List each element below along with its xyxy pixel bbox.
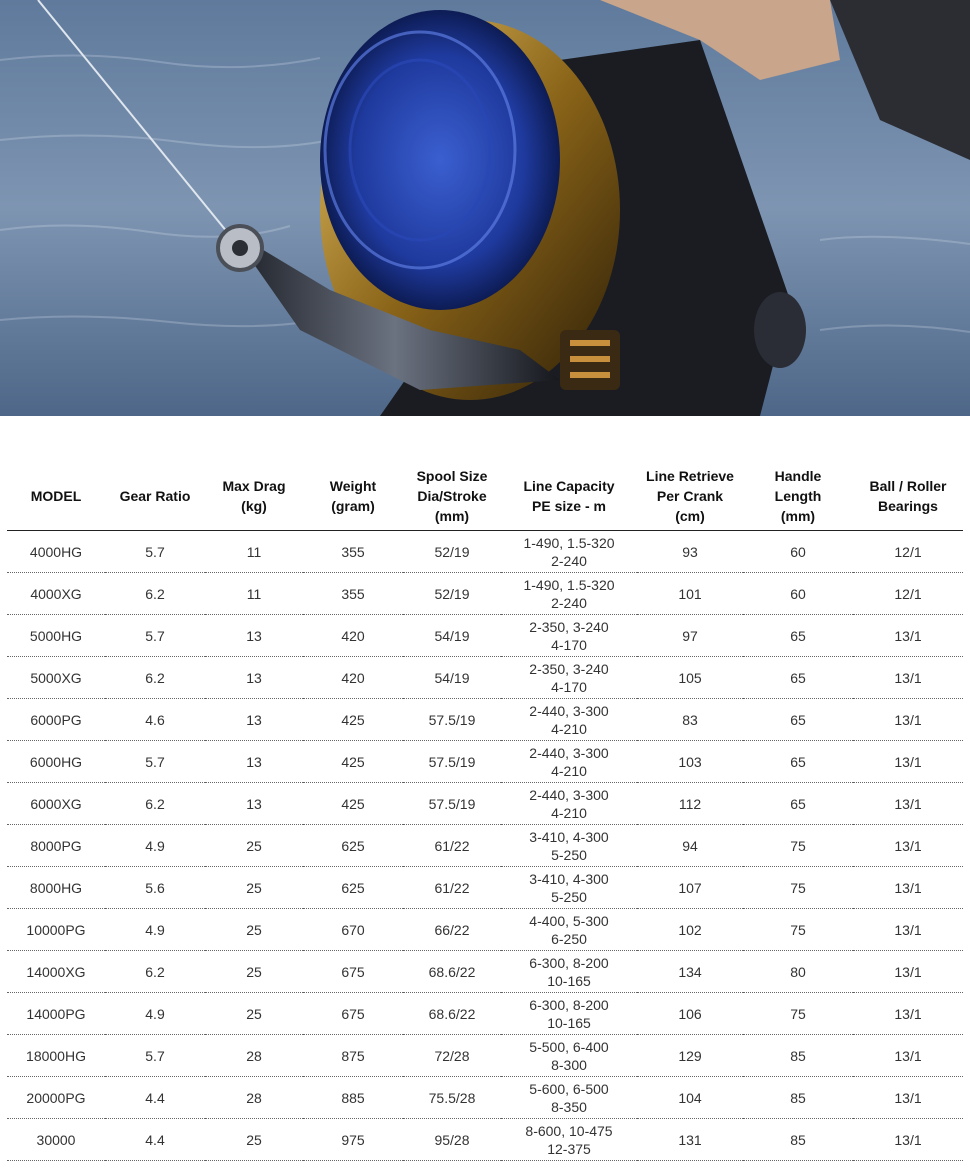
spool-size-cell: 52/19: [403, 531, 501, 573]
table-row: [7, 699, 963, 741]
line-capacity-line: 3-410, 4-300: [529, 870, 609, 887]
header-line: Weight: [329, 478, 377, 494]
handle-length-cell: 85: [743, 1035, 853, 1077]
handle-length-cell: 85: [743, 1077, 853, 1119]
gear-ratio-cell: 5.7: [105, 531, 205, 573]
weight-cell: 425: [303, 699, 403, 741]
line-capacity-cell: [501, 699, 637, 741]
gear-ratio-cell: 4.4: [105, 1077, 205, 1119]
bearings-header: [853, 462, 963, 531]
weight-cell: 885: [303, 1077, 403, 1119]
header-line: Line Retrieve: [646, 468, 734, 484]
model-cell: 6000HG: [7, 741, 105, 783]
weight-cell: 420: [303, 615, 403, 657]
spec-table: [7, 462, 963, 1161]
table-row: [7, 1119, 963, 1161]
line-capacity-line: 6-300, 8-200: [529, 996, 609, 1013]
line-capacity-line: 2-240: [551, 552, 587, 569]
line-retrieve-cell: 97: [637, 615, 743, 657]
model-cell: 20000PG: [7, 1077, 105, 1119]
line-capacity-cell: [501, 531, 637, 573]
weight-cell: 675: [303, 951, 403, 993]
line-retrieve-cell: 129: [637, 1035, 743, 1077]
bearings-cell: 13/1: [853, 1035, 963, 1077]
table-row: [7, 1035, 963, 1077]
line-capacity-line: 8-350: [551, 1098, 587, 1115]
line-capacity-line: 4-170: [551, 636, 587, 653]
spool-size-cell: 68.6/22: [403, 993, 501, 1035]
line-capacity-line: 4-210: [551, 762, 587, 779]
line-capacity-line: 4-400, 5-300: [529, 912, 609, 929]
line-capacity-cell: [501, 657, 637, 699]
header-line: Length: [774, 488, 822, 504]
max-drag-header: [205, 462, 303, 531]
handle-length-cell: 80: [743, 951, 853, 993]
line-capacity-line: 2-440, 3-300: [529, 786, 609, 803]
line-capacity-line: 10-165: [547, 1014, 591, 1031]
line-retrieve-cell: 94: [637, 825, 743, 867]
model-cell: 5000XG: [7, 657, 105, 699]
line-capacity-cell: [501, 573, 637, 615]
weight-cell: 625: [303, 825, 403, 867]
spool-size-cell: 57.5/19: [403, 783, 501, 825]
gear-ratio-cell: 5.7: [105, 1035, 205, 1077]
header-line: (cm): [675, 508, 705, 524]
bearings-cell: 13/1: [853, 993, 963, 1035]
header-line: (mm): [434, 508, 470, 524]
bearings-cell: 13/1: [853, 825, 963, 867]
model-cell: 18000HG: [7, 1035, 105, 1077]
gear-ratio-cell: 6.2: [105, 657, 205, 699]
max-drag-cell: 25: [205, 993, 303, 1035]
max-drag-cell: 13: [205, 699, 303, 741]
max-drag-cell: 25: [205, 909, 303, 951]
handle-length-cell: 65: [743, 699, 853, 741]
spool-size-cell: 68.6/22: [403, 951, 501, 993]
gear-ratio-cell: 5.7: [105, 615, 205, 657]
line-capacity-cell: [501, 615, 637, 657]
weight-cell: 355: [303, 531, 403, 573]
line-capacity-cell: [501, 867, 637, 909]
handle-length-cell: 65: [743, 615, 853, 657]
handle-length-cell: 75: [743, 909, 853, 951]
gear-ratio-cell: 6.2: [105, 951, 205, 993]
gear-ratio-cell: 4.9: [105, 909, 205, 951]
line-capacity-line: 2-350, 3-240: [529, 618, 609, 635]
handle-length-cell: 60: [743, 573, 853, 615]
line-capacity-line: 12-375: [547, 1140, 591, 1157]
model-cell: 14000PG: [7, 993, 105, 1035]
line-retrieve-header: [637, 462, 743, 531]
spool-size-cell: 75.5/28: [403, 1077, 501, 1119]
line-capacity-line: 5-600, 6-500: [529, 1080, 609, 1097]
header-line: (kg): [241, 498, 267, 514]
spool-size-cell: 72/28: [403, 1035, 501, 1077]
fishing-reel-photo: [0, 0, 970, 416]
model-cell: 5000HG: [7, 615, 105, 657]
table-row: [7, 573, 963, 615]
weight-cell: 425: [303, 783, 403, 825]
handle-length-cell: 65: [743, 741, 853, 783]
weight-header: [303, 462, 403, 531]
table-row: [7, 825, 963, 867]
line-capacity-cell: [501, 909, 637, 951]
header-line: MODEL: [30, 488, 82, 504]
bearings-cell: 12/1: [853, 573, 963, 615]
line-retrieve-cell: 112: [637, 783, 743, 825]
spool-size-cell: 61/22: [403, 867, 501, 909]
max-drag-cell: 28: [205, 1035, 303, 1077]
bearings-cell: 13/1: [853, 783, 963, 825]
line-capacity-line: 2-240: [551, 594, 587, 611]
line-capacity-line: 3-410, 4-300: [529, 828, 609, 845]
line-retrieve-cell: 134: [637, 951, 743, 993]
spool-size-cell: 57.5/19: [403, 699, 501, 741]
bearings-cell: 13/1: [853, 1119, 963, 1161]
model-cell: 4000XG: [7, 573, 105, 615]
bearings-cell: 13/1: [853, 699, 963, 741]
line-capacity-line: 2-440, 3-300: [529, 744, 609, 761]
bearings-cell: 13/1: [853, 1077, 963, 1119]
weight-cell: 670: [303, 909, 403, 951]
model-cell: 6000PG: [7, 699, 105, 741]
gear-ratio-cell: 6.2: [105, 783, 205, 825]
gear-ratio-cell: 4.9: [105, 993, 205, 1035]
header-line: Ball / Roller: [869, 478, 947, 494]
bearings-cell: 13/1: [853, 909, 963, 951]
table-header: [7, 462, 963, 531]
line-retrieve-cell: 93: [637, 531, 743, 573]
spool-size-cell: 61/22: [403, 825, 501, 867]
max-drag-cell: 13: [205, 615, 303, 657]
table-row: [7, 741, 963, 783]
line-capacity-line: 5-250: [551, 888, 587, 905]
line-retrieve-cell: 102: [637, 909, 743, 951]
table-row: [7, 783, 963, 825]
header-line: Spool Size: [416, 468, 488, 484]
spool-size-cell: 54/19: [403, 615, 501, 657]
max-drag-cell: 25: [205, 825, 303, 867]
header-line: Per Crank: [656, 488, 724, 504]
bearings-cell: 13/1: [853, 741, 963, 783]
gear-ratio-cell: 4.6: [105, 699, 205, 741]
line-capacity-line: 4-210: [551, 804, 587, 821]
max-drag-cell: 25: [205, 1119, 303, 1161]
header-line: Max Drag: [222, 478, 286, 494]
table-row: [7, 909, 963, 951]
max-drag-cell: 25: [205, 867, 303, 909]
line-capacity-line: 2-350, 3-240: [529, 660, 609, 677]
line-capacity-line: 6-250: [551, 930, 587, 947]
line-capacity-cell: [501, 951, 637, 993]
header-line: (gram): [331, 498, 375, 514]
line-capacity-line: 10-165: [547, 972, 591, 989]
handle-length-cell: 65: [743, 783, 853, 825]
handle-length-cell: 60: [743, 531, 853, 573]
model-cell: 8000HG: [7, 867, 105, 909]
model-cell: 10000PG: [7, 909, 105, 951]
table-row: [7, 657, 963, 699]
handle-length-cell: 75: [743, 867, 853, 909]
header-line: Bearings: [878, 498, 938, 514]
line-capacity-line: 2-440, 3-300: [529, 702, 609, 719]
weight-cell: 875: [303, 1035, 403, 1077]
line-capacity-header: [501, 462, 637, 531]
max-drag-cell: 13: [205, 741, 303, 783]
line-capacity-cell: [501, 1035, 637, 1077]
model-cell: 8000PG: [7, 825, 105, 867]
bearings-cell: 13/1: [853, 657, 963, 699]
table-body: [7, 531, 963, 1161]
weight-cell: 425: [303, 741, 403, 783]
bearings-cell: 13/1: [853, 615, 963, 657]
model-cell: 14000XG: [7, 951, 105, 993]
line-retrieve-cell: 83: [637, 699, 743, 741]
handle-length-cell: 75: [743, 993, 853, 1035]
line-capacity-line: 8-600, 10-475: [525, 1122, 613, 1139]
line-capacity-cell: [501, 1077, 637, 1119]
line-capacity-cell: [501, 825, 637, 867]
table-row: [7, 867, 963, 909]
weight-cell: 975: [303, 1119, 403, 1161]
line-capacity-cell: [501, 993, 637, 1035]
gear-ratio-cell: 6.2: [105, 573, 205, 615]
gear-ratio-cell: 5.7: [105, 741, 205, 783]
max-drag-cell: 11: [205, 531, 303, 573]
line-retrieve-cell: 104: [637, 1077, 743, 1119]
line-retrieve-cell: 131: [637, 1119, 743, 1161]
table-row: [7, 531, 963, 573]
line-retrieve-cell: 105: [637, 657, 743, 699]
header-line: Dia/Stroke: [417, 488, 487, 504]
handle-length-cell: 85: [743, 1119, 853, 1161]
header-row: [7, 462, 963, 531]
spool-size-cell: 52/19: [403, 573, 501, 615]
gear-ratio-cell: 4.9: [105, 825, 205, 867]
weight-cell: 420: [303, 657, 403, 699]
line-capacity-line: 1-490, 1.5-320: [523, 576, 615, 593]
handle-length-cell: 65: [743, 657, 853, 699]
gear-ratio-cell: 5.6: [105, 867, 205, 909]
spool-size-cell: 66/22: [403, 909, 501, 951]
weight-cell: 355: [303, 573, 403, 615]
max-drag-cell: 13: [205, 783, 303, 825]
line-capacity-line: 5-500, 6-400: [529, 1038, 609, 1055]
gear-ratio-header: [105, 462, 205, 531]
header-line: Gear Ratio: [119, 488, 191, 504]
model-cell: 6000XG: [7, 783, 105, 825]
line-capacity-line: 4-210: [551, 720, 587, 737]
weight-cell: 675: [303, 993, 403, 1035]
spool-size-cell: 57.5/19: [403, 741, 501, 783]
model-header: [7, 462, 105, 531]
hero-image: [0, 0, 970, 416]
bearings-cell: 13/1: [853, 951, 963, 993]
table-row: [7, 951, 963, 993]
max-drag-cell: 28: [205, 1077, 303, 1119]
spool-size-header: [403, 462, 501, 531]
table-row: [7, 993, 963, 1035]
model-cell: 4000HG: [7, 531, 105, 573]
line-retrieve-cell: 107: [637, 867, 743, 909]
spool-size-cell: 95/28: [403, 1119, 501, 1161]
line-retrieve-cell: 101: [637, 573, 743, 615]
weight-cell: 625: [303, 867, 403, 909]
line-capacity-line: 6-300, 8-200: [529, 954, 609, 971]
line-capacity-cell: [501, 1119, 637, 1161]
header-line: PE size - m: [532, 498, 606, 514]
line-retrieve-cell: 106: [637, 993, 743, 1035]
max-drag-cell: 13: [205, 657, 303, 699]
max-drag-cell: 25: [205, 951, 303, 993]
line-capacity-cell: [501, 783, 637, 825]
handle-length-cell: 75: [743, 825, 853, 867]
spool-size-cell: 54/19: [403, 657, 501, 699]
handle-length-header: [743, 462, 853, 531]
line-capacity-cell: [501, 741, 637, 783]
max-drag-cell: 11: [205, 573, 303, 615]
table-row: [7, 615, 963, 657]
header-line: (mm): [780, 508, 816, 524]
line-capacity-line: 5-250: [551, 846, 587, 863]
gear-ratio-cell: 4.4: [105, 1119, 205, 1161]
bearings-cell: 12/1: [853, 531, 963, 573]
table-row: [7, 1077, 963, 1119]
line-capacity-line: 8-300: [551, 1056, 587, 1073]
header-line: Handle: [774, 468, 822, 484]
bearings-cell: 13/1: [853, 867, 963, 909]
line-capacity-line: 1-490, 1.5-320: [523, 534, 615, 551]
model-cell: 30000: [7, 1119, 105, 1161]
line-capacity-line: 4-170: [551, 678, 587, 695]
header-line: Line Capacity: [523, 478, 615, 494]
line-retrieve-cell: 103: [637, 741, 743, 783]
